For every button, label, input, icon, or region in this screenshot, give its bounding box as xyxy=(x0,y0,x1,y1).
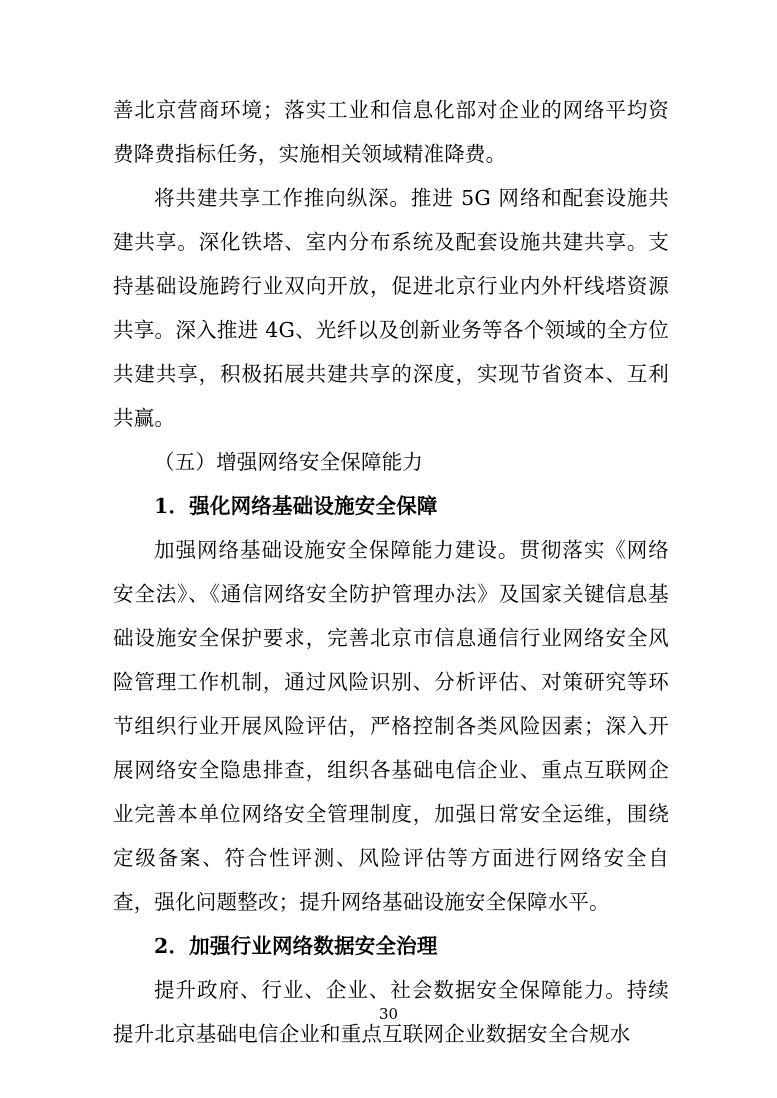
paragraph-continued: 善北京营商环境；落实工业和信息化部对企业的网络平均资费降费指标任务，实施相关领域精准降费。 xyxy=(113,98,669,166)
paragraph-data-security: 提升政府、行业、企业、社会数据安全保障能力。持续提升北京基础电信企业和重点互联网企业数据安全合规水 xyxy=(113,978,669,1046)
page-number: 30 xyxy=(378,1005,399,1023)
page-content xyxy=(113,88,669,1056)
subsection-heading-1: 1．强化网络基础设施安全保障 xyxy=(154,494,438,518)
paragraph-co-construction: 将共建共享工作推向纵深。推进 5G 网络和配套设施共建共享。深化铁塔、室内分布系统及配套设施共建共享。支持基础设施跨行业双向开放，促进北京行业内外杆线塔资源共享。深入推进 4G、光纤以及创新业务等各个领域的全方位共建共享，积极拓展共建共享的深度，实现节省资本、互利共赢。 xyxy=(113,186,669,430)
paragraph-network-security: 加强网络基础设施安全保障能力建设。贯彻落实《网络安全法》、《通信网络安全防护管理办法》及国家关键信息基础设施安全保护要求，完善北京市信息通信行业网络安全风险管理工作机制，通过风险识别、分析评估、对策研究等环节组织行业开展风险评估，严格控制各类风险因素；深入开展网络安全隐患排查，组织各基础电信企业、重点互联网企业完善本单位网络安全管理制度，加强日常安全运维，围绕定级备案、符合性评测、风险评估等方面进行网络安全自查，强化问题整改；提升网络基础设施安全保障水平。 xyxy=(113,538,669,914)
section-heading-five: （五）增强网络安全保障能力 xyxy=(154,450,424,474)
subsection-heading-2: 2．加强行业网络数据安全治理 xyxy=(154,934,438,958)
